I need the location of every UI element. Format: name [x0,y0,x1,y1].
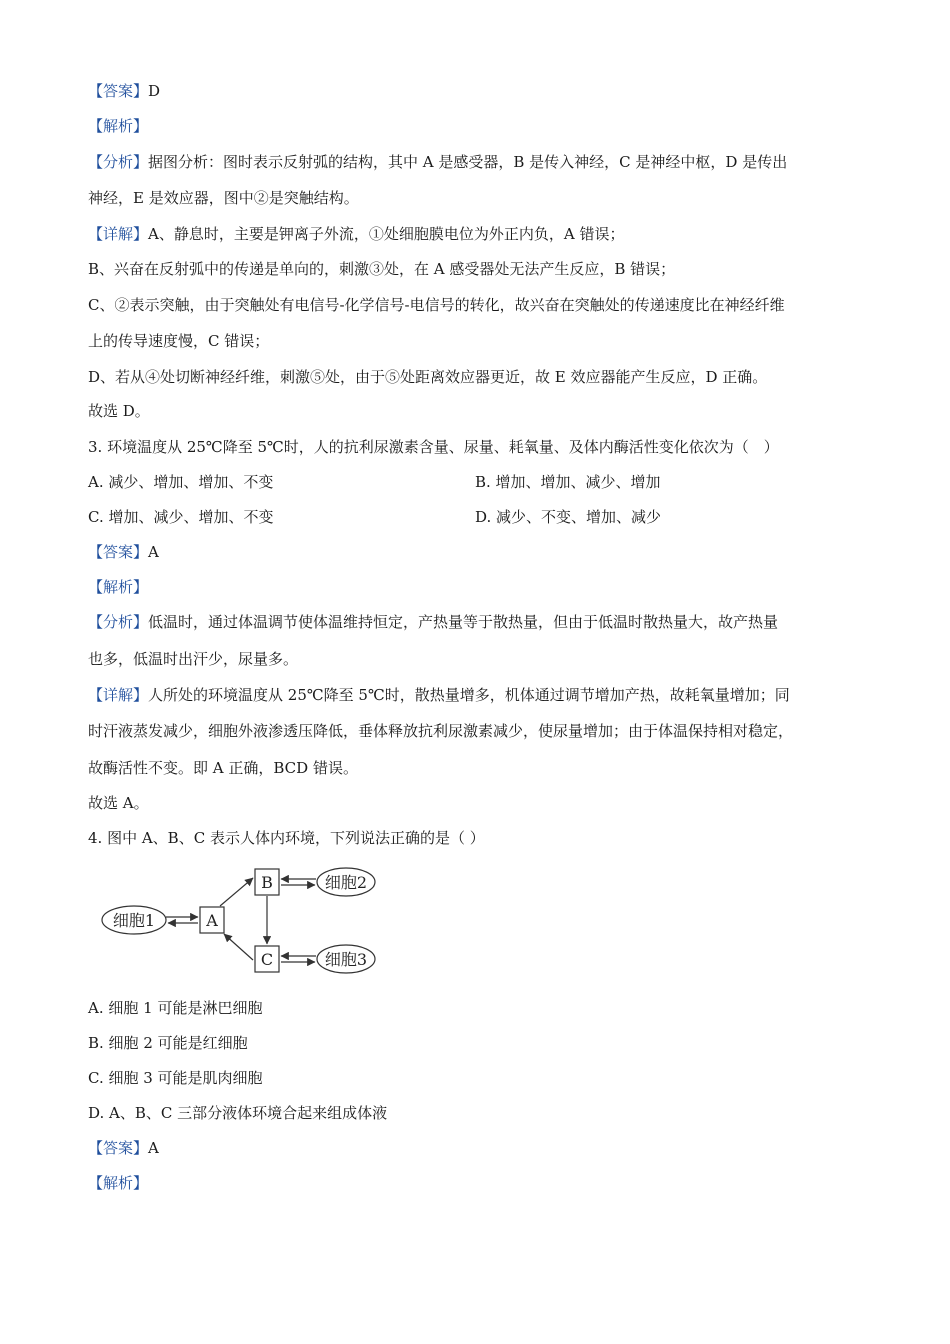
answer-tag: 【答案】 [88,543,149,561]
q2-xiangjie-a [88,224,868,244]
q4-answer [88,1138,868,1158]
q2-fenxi-line-1 [88,152,868,172]
q3-option-b: B. 增加、增加、减少、增加 [475,473,661,491]
q4-question: 4. 图中 A、B、C 表示人体内环境，下列说法正确的是（ ） [88,829,485,847]
q4-option-b: B. 细胞 2 可能是红细胞 [88,1034,248,1052]
fenxi-text: 据图分析：图时表示反射弧的结构，其中 A 是感受器，B 是传入神经，C 是神经中枢，D 是传出 [148,153,788,171]
fenxi-text: 低温时，通过体温调节使体温维持恒定，产热量等于散热量，但由于低温时散热量大，故产热量 [148,613,779,631]
q3-option-c: C. 增加、减少、增加、不变 [88,508,274,526]
xiangjie-text: 人所处的环境温度从 25℃降至 5℃时，散热量增多，机体通过调节增加产热，故耗氧量增加；同 [148,686,790,704]
xiangjie-tag: 【详解】 [88,225,149,243]
answer-value: A [148,1139,159,1157]
q3-fenxi-line-2: 也多，低温时出汗少，尿量多。 [88,650,299,668]
node-b-label: B [261,873,273,892]
q3-question: 3. 环境温度从 25℃降至 5℃时，人的抗利尿激素含量、尿量、耗氧量、及体内酶活性变化依次为（ ） [88,438,779,456]
xiangjie-tag: 【详解】 [88,686,149,704]
q3-analysis-tag: 【解析】 [88,578,149,596]
q3-fenxi-line-1 [88,612,868,632]
q2-conclusion: 故选 D。 [88,402,150,420]
arrow-a-to-b [220,878,253,906]
answer-value: A [148,543,159,561]
q3-answer [88,542,868,562]
q2-xiangjie-c-line-1: C、②表示突触，由于突触处有电信号-化学信号-电信号的转化，故兴奋在突触处的传递速度比在神经纤维 [88,296,785,314]
cell-2-label: 细胞2 [324,873,368,892]
cell-1-label: 细胞1 [112,911,156,930]
q3-conclusion: 故选 A。 [88,794,149,812]
answer-tag: 【答案】 [88,82,149,100]
q2-xiangjie-d: D、若从④处切断神经纤维，刺激⑤处，由于⑤处距离效应器更近，故 E 效应器能产生反应，D 正确。 [88,368,768,386]
q4-option-d: D. A、B、C 三部分液体环境合起来组成体液 [88,1104,388,1122]
q2-answer [88,81,868,101]
node-a-label: A [206,911,218,930]
q4-analysis-tag: 【解析】 [88,1174,149,1192]
q2-xiangjie-c-line-2: 上的传导速度慢，C 错误； [88,332,270,350]
xiangjie-text: A、静息时，主要是钾离子外流，①处细胞膜电位为外正内负，A 错误； [148,225,625,243]
cell-3-label: 细胞3 [324,950,368,969]
q3-xiangjie-line-3: 故酶活性不变。即 A 正确，BCD 错误。 [88,759,358,777]
body-fluid-diagram [100,862,385,980]
q3-option-a: A. 减少、增加、增加、不变 [88,473,274,491]
q2-fenxi-line-2: 神经，E 是效应器，图中②是突触结构。 [88,189,359,207]
answer-value: D [148,82,161,100]
q3-xiangjie-line-2: 时汗液蒸发减少，细胞外液渗透压降低，垂体释放抗利尿激素减少，使尿量增加；由于体温保持相对稳定， [88,722,794,740]
node-c-label: C [260,950,274,969]
q2-xiangjie-b: B、兴奋在反射弧中的传递是单向的，刺激③处，在 A 感受器处无法产生反应，B 错误； [88,260,676,278]
fenxi-tag: 【分析】 [88,613,149,631]
q4-option-c: C. 细胞 3 可能是肌肉细胞 [88,1069,263,1087]
q3-xiangjie-line-1 [88,685,868,705]
arrow-c-to-a [224,934,253,960]
q2-analysis-tag: 【解析】 [88,117,149,135]
answer-tag: 【答案】 [88,1139,149,1157]
q4-option-a: A. 细胞 1 可能是淋巴细胞 [88,999,263,1017]
fenxi-tag: 【分析】 [88,153,149,171]
q3-option-d: D. 减少、不变、增加、减少 [475,508,662,526]
